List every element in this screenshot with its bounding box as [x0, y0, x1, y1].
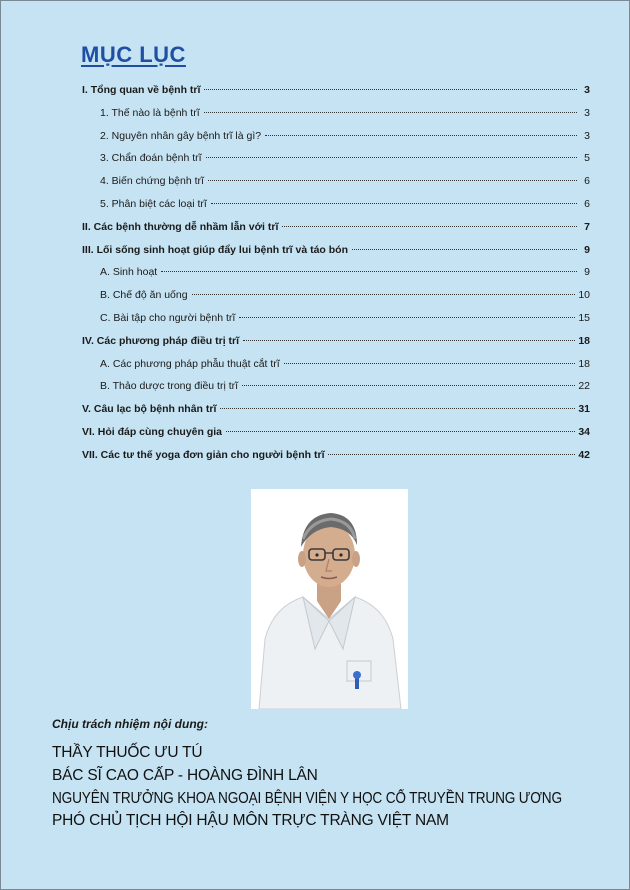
dot-leader: [204, 112, 577, 113]
toc-page-number: 42: [578, 448, 590, 461]
toc-row[interactable]: [82, 152, 590, 175]
toc-row[interactable]: [82, 289, 590, 312]
dot-leader: [282, 226, 577, 227]
toc-row[interactable]: [82, 312, 590, 335]
toc-page-number: 15: [578, 311, 590, 324]
toc-row[interactable]: [82, 335, 590, 358]
toc-entry-text: III. Lối sống sinh hoạt giúp đẩy lui bệnh trĩ và táo bón: [82, 243, 349, 256]
toc-entry-text: 5. Phân biệt các loại trĩ: [100, 197, 207, 210]
dot-leader: [161, 271, 577, 272]
toc-entry-text: V. Câu lạc bộ bệnh nhân trĩ: [82, 403, 217, 416]
toc-page-number: 9: [584, 266, 590, 279]
dot-leader: [192, 294, 576, 295]
table-of-contents: [82, 84, 590, 472]
dot-leader: [265, 135, 577, 136]
toc-row[interactable]: [82, 107, 590, 130]
toc-entry-text: A. Các phương pháp phẫu thuật cắt trĩ: [100, 357, 280, 370]
toc-page-number: 10: [578, 289, 590, 302]
dot-leader: [220, 408, 575, 409]
dot-leader: [206, 157, 577, 158]
toc-entry-text: 1. Thế nào là bệnh trĩ: [100, 106, 200, 119]
dot-leader: [204, 89, 577, 90]
toc-page-number: 22: [578, 380, 590, 393]
toc-page-number: 18: [578, 334, 590, 347]
toc-row[interactable]: [82, 130, 590, 153]
toc-row[interactable]: [82, 84, 590, 107]
toc-page-number: 6: [584, 197, 590, 210]
dot-leader: [328, 454, 575, 455]
toc-page-number: 31: [578, 403, 590, 416]
dot-leader: [208, 180, 577, 181]
toc-row[interactable]: [82, 198, 590, 221]
dot-leader: [239, 317, 575, 318]
toc-page-number: 9: [584, 243, 590, 256]
toc-row[interactable]: [82, 403, 590, 426]
dot-leader: [243, 340, 575, 341]
dot-leader: [242, 385, 575, 386]
toc-entry-text: B. Thảo dược trong điều trị trĩ: [100, 380, 239, 393]
dot-leader: [226, 431, 575, 432]
toc-entry-text: 3. Chẩn đoán bệnh trĩ: [100, 152, 202, 165]
toc-row[interactable]: [82, 449, 590, 472]
toc-entry-text: II. Các bệnh thường dễ nhầm lẫn với trĩ: [82, 220, 279, 233]
toc-entry-text: B. Chế độ ăn uống: [100, 289, 188, 302]
toc-entry-text: VII. Các tư thế yoga đơn giản cho người bệnh trĩ: [82, 448, 325, 461]
credit-line-association: PHÓ CHỦ TỊCH HỘI HẬU MÔN TRỰC TRÀNG VIỆT NAM: [52, 812, 449, 829]
toc-row[interactable]: [82, 221, 590, 244]
credit-line-name: BÁC SĨ CAO CẤP - HOÀNG ĐÌNH LÂN: [52, 767, 318, 784]
toc-title: MỤC LỤC: [81, 42, 186, 67]
dot-leader: [284, 363, 576, 364]
doctor-portrait-photo: [251, 489, 408, 709]
toc-page-number: 5: [584, 152, 590, 165]
toc-entry-text: IV. Các phương pháp điều trị trĩ: [82, 334, 240, 347]
toc-row[interactable]: [82, 175, 590, 198]
dot-leader: [211, 203, 577, 204]
credit-line-title: THẦY THUỐC ƯU TÚ: [52, 744, 203, 761]
toc-row[interactable]: [82, 244, 590, 267]
toc-entry-text: 2. Nguyên nhân gây bệnh trĩ là gì?: [100, 129, 262, 142]
toc-page-number: 34: [578, 425, 590, 438]
toc-row[interactable]: [82, 380, 590, 403]
toc-entry-text: C. Bài tập cho người bệnh trĩ: [100, 311, 236, 324]
toc-entry-text: VI. Hỏi đáp cùng chuyên gia: [82, 425, 223, 438]
toc-row[interactable]: [82, 266, 590, 289]
credit-line-position: NGUYÊN TRƯỞNG KHOA NGOẠI BỆNH VIỆN Y HỌC CỔ TRUYỀN TRUNG ƯƠNG: [52, 790, 562, 807]
toc-page-number: 18: [578, 357, 590, 370]
credit-label: Chịu trách nhiệm nội dung:: [52, 717, 208, 731]
toc-entry-text: A. Sinh hoạt: [100, 266, 158, 279]
toc-entry-text: I. Tổng quan về bệnh trĩ: [82, 84, 201, 96]
toc-page-number: 3: [584, 129, 590, 142]
dot-leader: [352, 249, 577, 250]
toc-page-number: 7: [584, 220, 590, 233]
toc-page-number: 3: [584, 106, 590, 119]
toc-page-number: 3: [584, 84, 590, 96]
toc-entry-text: 4. Biến chứng bệnh trĩ: [100, 175, 204, 188]
toc-row[interactable]: [82, 358, 590, 381]
toc-page-number: 6: [584, 175, 590, 188]
toc-row[interactable]: [82, 426, 590, 449]
